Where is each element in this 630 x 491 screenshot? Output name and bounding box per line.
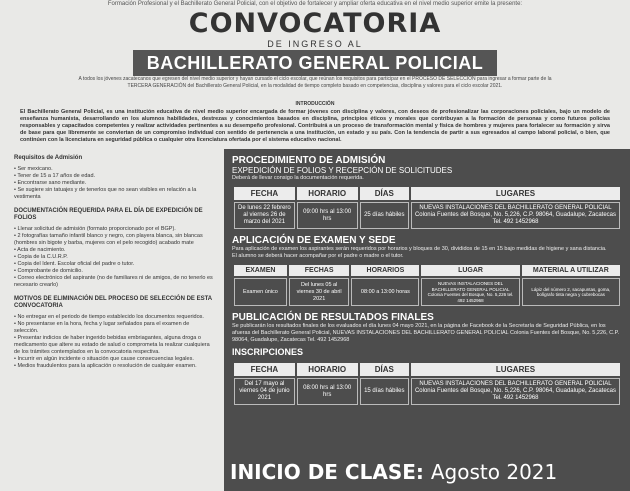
table-header: EXAMEN [234, 265, 287, 276]
table-cell: Examen único [234, 278, 287, 306]
list-item: • Incurrir en algún incidente o situación que cause consecuencias legales. [14, 356, 194, 362]
aplicacion-table [232, 263, 622, 308]
table-header: FECHA [234, 363, 295, 376]
table-cell: Del 17 mayo al viernes 04 de junio 2021 [234, 378, 295, 405]
table-header: FECHA [234, 187, 295, 200]
list-item: • No entregar en el periodo de tiempo establecido los documentos requeridos. [14, 314, 204, 320]
table-cell: NUEVAS INSTALACIONES DEL BACHILLERATO GENERAL POLICIAL Colonia Fuentes del Bosque, No. 5,226 tel. 492 1452968 [421, 278, 519, 306]
list-item: • No presentarse en la hora, fecha y lugar señalados para el examen de selección. [14, 321, 190, 334]
table-cell: Del lunes 05 al viernes 30 de abril 2021 [289, 278, 349, 306]
table-row [234, 378, 620, 405]
procedimiento-subtitle: EXPEDICIÓN DE FOLIOS Y RECEPCIÓN DE SOLICITUDES [232, 166, 453, 175]
list-item: • Encontrarse sano mediante. [14, 180, 87, 186]
list-item: • Copia del Ident. Escolar oficial del padre o tutor. [14, 261, 135, 267]
top-strip: Formación Profesional y el Bachillerato General Policial, con el objetivo de fortalecer y ampliar oferta educativa en el nivel medio superior emite la presente: [107, 1, 523, 7]
aplicacion-note-2: El alumno se deberá hacer acompañar por el padre o madre o el tutor. [232, 253, 404, 259]
list-item: • Llenar solicitud de admisión (formato proporcionado por el BGP). [14, 226, 176, 232]
table-cell: Lápiz del número 2, sacapuntas, goma, bolígrafo tinta negra y cubrebocas [522, 278, 620, 306]
list-item: • Tener de 15 a 17 años de edad. [14, 173, 96, 179]
class-start-banner [230, 460, 557, 484]
documentacion-title: DOCUMENTACIÓN REQUERIDA PARA EL DÍA DE EXPEDICIÓN DE FOLIOS [14, 208, 203, 221]
table-cell: 09:00 hrs al 13:00 hrs [297, 202, 358, 229]
header [0, 9, 630, 76]
requisitos-title: Requisitos de Admisión [14, 155, 83, 161]
table-row [234, 202, 620, 229]
page-title: CONVOCATORIA [188, 8, 442, 39]
aplicacion-title: APLICACIÓN DE EXAMEN Y SEDE [232, 235, 396, 246]
procedimiento-note: Deberá de llevar consigo la documentación requerida. [232, 175, 364, 181]
procedimiento-table [232, 185, 622, 231]
list-item: • Acta de nacimiento. [14, 247, 66, 253]
table-cell: NUEVAS INSTALACIONES DEL BACHILLERATO GENERAL POLICIAL Colonia Fuentes del Bosque, No. 5,226, C.P. 98064, Guadalupe, Zacatecas Tel. 492 1452968 [411, 378, 620, 405]
class-start-label: INICIO DE CLASE: [230, 460, 424, 484]
publicacion-text: Se publicarán los resultados finales de los evaluados el día lunes 04 mayo 2021, en la página de Facebook de la Secretaría de Seguridad Pública, en los afueras del Bachillerato General Policial, NUEVAS INSTALACIONES DEL BACHILLERATO GENERAL POLICIAL Colonia Fuentes del Bosque, No. 5,226, C.P. 98064, Guadalupe, Zacatecas Tel. 492 1452968 [232, 323, 620, 343]
table-header: FECHAS [289, 265, 349, 276]
motivos-list [14, 314, 214, 370]
inscripciones-table [232, 361, 622, 407]
table-row [234, 278, 620, 306]
table-header: MATERIAL A UTILIZAR [522, 265, 620, 276]
table-cell: NUEVAS INSTALACIONES DEL BACHILLERATO GENERAL POLICIAL Colonia Fuentes del Bosque, No. 5,226, C.P. 98064, Guadalupe, Zacatecas Tel. 492 1452968 [411, 202, 620, 229]
table-cell: 08:00 a 13:00 horas [351, 278, 419, 306]
table-header: HORARIO [297, 187, 358, 200]
list-item: • Copia de la C.U.R.P. [14, 254, 68, 260]
list-item: • Presentar indicios de haber ingerido bebidas embriagantes, alguna droga o medicamento que altere su estado de salud o comprometa la realizar cualquiera de los trámites contemplados en la convocatoria respectiva. [14, 335, 210, 355]
table-cell: 25 días hábiles [360, 202, 409, 229]
page-subtitle: DE INGRESO AL [267, 39, 363, 49]
motivos-title: MOTIVOS DE ELIMINACIÓN DEL PROCESO DE SELECCIÓN DE ESTA CONVOCATORIA [14, 296, 212, 309]
documentacion-list [14, 226, 214, 289]
list-item: • 2 fotografías tamaño infantil blanco y negro, con playera blanca, sin blancas (hombres sin bigote y barba, mujeres con el pelo recogido) acabado mate [14, 233, 203, 246]
table-header: DÍAS [360, 363, 409, 376]
inscripciones-title: INSCRIPCIONES [232, 347, 304, 357]
table-header: LUGARES [411, 187, 620, 200]
table-cell: 15 días hábiles [360, 378, 409, 405]
list-item: • Ser mexicano. [14, 166, 53, 172]
description-block [20, 101, 610, 144]
list-item: • Correo electrónico del aspirante (no de familiares ni de amigos, de no tenerlo es necesario crearlo) [14, 275, 213, 288]
aplicacion-note-1: Para aplicación de examen los aspirantes serán requeridos por horarios y bloques de 30, divididos de 15 en 15 bajo medidas de higiene y sana distancia. [232, 246, 607, 252]
left-column [0, 149, 222, 491]
title-banner: BACHILLERATO GENERAL POLICIAL [133, 50, 498, 76]
list-item: • Se sugiere sin tatuajes y de tenerlos que no sean visibles en relación a la vestimenta [14, 187, 197, 200]
list-item: • Medios fraudulentos para la aplicación o resolución de cualquier examen. [14, 363, 197, 369]
table-cell: De lunes 22 febrero al viernes 26 de marzo del 2021 [234, 202, 295, 229]
class-start-date: Agosto 2021 [430, 460, 558, 484]
procedimiento-title: PROCEDIMIENTO DE ADMISIÓN [232, 155, 386, 166]
requisitos-list [14, 166, 214, 201]
table-cell: 08:00 hrs al 13:00 hrs [297, 378, 358, 405]
list-item: • Comprobante de domicilio. [14, 268, 83, 274]
intro-text: A todos los jóvenes zacatecanos que egresen del nivel medio superior y hayan cursado el ciclo escolar, que reúnan los requisitos para participar en el PROCESO DE SELECCIÓN para ingresar a formar parte de la TERCERA GENERACIÓN del Bachillerato General Policial, en la modalidad de tiempo completo basado en competencias, disciplina y valores para el ciclo escolar 2021. [78, 76, 552, 89]
table-header: HORARIO [297, 363, 358, 376]
table-header: DÍAS [360, 187, 409, 200]
description-heading: INTRODUCCIÓN [295, 101, 335, 107]
right-panel [224, 149, 630, 491]
table-header: LUGARES [411, 363, 620, 376]
description-text: El Bachillerato General Policial, es una institución educativa de nivel medio superior encargada de formar jóvenes con disciplina y valores, con deseos de profesionalizar las corporaciones policiales, bajo un modelo de enseñanza humanista, desarrollando en los alumnos habilidades, destrezas y conocimientos basados en disciplina, principios éticos y morales que contribuyan a la formación de personas y como futuros policías responsables y capacitados competentes y realizar actividades pertinentes a su desempeño profesional. Contribuirá a un proceso de transformación mental y física de hombres y mujeres para fortalecer su formación y sirva de base para que libremente se conviertan de un compromiso individual con sentido de pertenencia a una institución, un estado y su país. Con la tendencia de partir a sus egresados al campo laboral policial, o bien, que continúen con la licenciatura en seguridad pública o cualquier otra licenciatura ofertada por el sistema educativo nacional. [20, 109, 610, 143]
table-header: LUGAR [421, 265, 519, 276]
publicacion-title: PUBLICACIÓN DE RESULTADOS FINALES [232, 312, 434, 323]
table-header: HORARIOS [351, 265, 419, 276]
